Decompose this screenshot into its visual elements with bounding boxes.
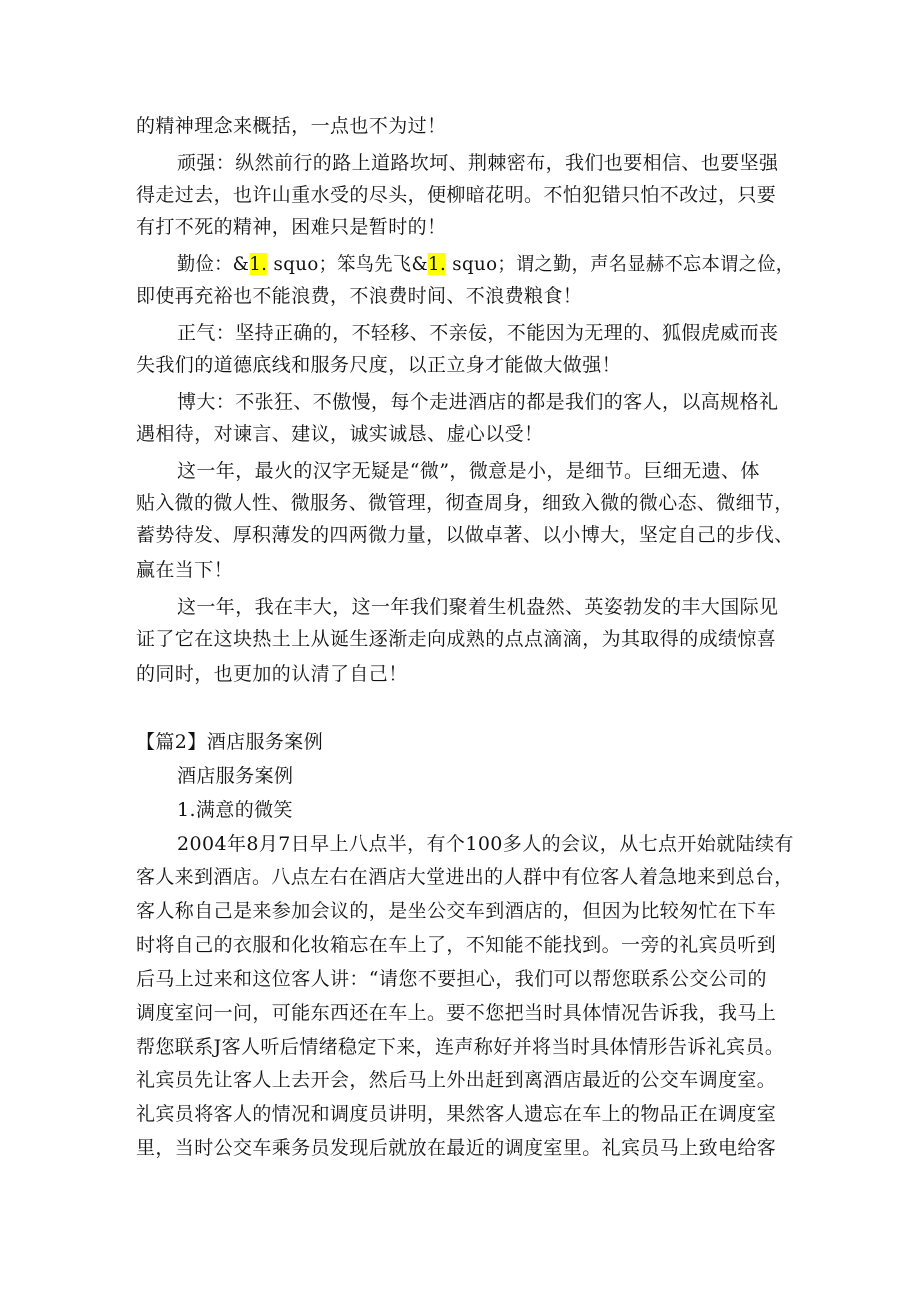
text-line: 调度室问一问，可能东西还在车上。要不您把当时具体情况告诉我，我马上 — [136, 1002, 777, 1024]
text-line: 顽强：纵然前行的路上道路坎坷、荆棘密布，我们也要相信、也要坚强 — [177, 152, 779, 174]
highlight-mark: 1. — [249, 253, 268, 275]
text-line: 遇相待，对谏言、建议，诚实诚恳、虚心以受！ — [136, 423, 544, 445]
text-line: 博大：不张狂、不傲慢，每个走进酒店的都是我们的客人，以高规格礼 — [177, 391, 779, 413]
text-line: 得走过去，也许山重水受的尽头，便柳暗花明。不怕犯错只怕不改过，只要 — [136, 184, 777, 206]
text-line: 失我们的道德底线和服务尺度，以正立身才能做大做强！ — [136, 354, 622, 376]
section-heading: 【篇2】酒店服务案例 — [136, 731, 324, 753]
text-line: 这一年，最火的汉字无疑是“微”，微意是小，是细节。巨细无遗、体 — [177, 460, 760, 482]
text-line: 贴入微的微人性、微服务、微管理，彻查周身，细致入微的微心态、微细节， — [136, 492, 794, 514]
text-line: 帮您联系J客人听后情绪稳定下来，连声称好并将当时具体情形告诉礼宾员。 — [136, 1036, 785, 1058]
text-line: 有打不死的精神，困难只是暂时的！ — [136, 216, 447, 238]
text-line-qinjian — [177, 251, 794, 277]
text-line: 的同时，也更加的认清了自己！ — [136, 663, 408, 685]
text-segment: 勤俭：& — [177, 253, 250, 275]
text-line: 的精神理念来概括，一点也不为过！ — [136, 115, 447, 137]
case-heading: 1.满意的微笑 — [177, 799, 293, 821]
text-segment: squo；谓之勤，声名显赫不忘本谓之俭， — [446, 253, 795, 275]
text-line: 这一年，我在丰大，这一年我们聚着生机盎然、英姿勃发的丰大国际见 — [177, 596, 779, 618]
text-line: 即使再充裕也不能浪费，不浪费时间、不浪费粮食！ — [136, 285, 583, 307]
text-line: 赢在当下！ — [136, 559, 234, 581]
text-line: 2004年8月7日早上八点半，有个100多人的会议，从七点开始就陆续有 — [177, 833, 794, 855]
text-line: 客人来到酒店。八点左右在酒店大堂进出的人群中有位客人着急地来到总台， — [136, 866, 794, 888]
text-line: 正气：坚持正确的，不轻移、不亲佞，不能因为无理的、狐假虎威而丧 — [177, 322, 779, 344]
highlight-mark: 1. — [428, 253, 447, 275]
text-line: 证了它在这块热土上从诞生逐渐走向成熟的点点滴滴，为其取得的成绩惊喜 — [136, 628, 777, 650]
section-subtitle: 酒店服务案例 — [177, 765, 294, 787]
text-line: 里，当时公交车乘务员发现后就放在最近的调度室里。礼宾员马上致电给客 — [136, 1137, 777, 1159]
text-line: 蓄势待发、厚积薄发的四两微力量，以做卓著、以小博大，坚定自己的步伐、 — [136, 524, 794, 546]
text-segment: squo；笨鸟先飞& — [267, 253, 429, 275]
text-line: 时将自己的衣服和化妆箱忘在车上了，不知能不能找到。一旁的礼宾员听到 — [136, 934, 777, 956]
text-line: 后马上过来和这位客人讲：“请您不要担心，我们可以帮您联系公交公司的 — [136, 968, 767, 990]
text-line: 客人称自己是来参加会议的，是坐公交车到酒店的，但因为比较匆忙在下车 — [136, 900, 777, 922]
text-line: 礼宾员将客人的情况和调度员讲明，果然客人遗忘在车上的物品正在调度室 — [136, 1103, 777, 1125]
text-line: 礼宾员先让客人上去开会，然后马上外出赶到离酒店最近的公交车调度室。 — [136, 1069, 777, 1091]
